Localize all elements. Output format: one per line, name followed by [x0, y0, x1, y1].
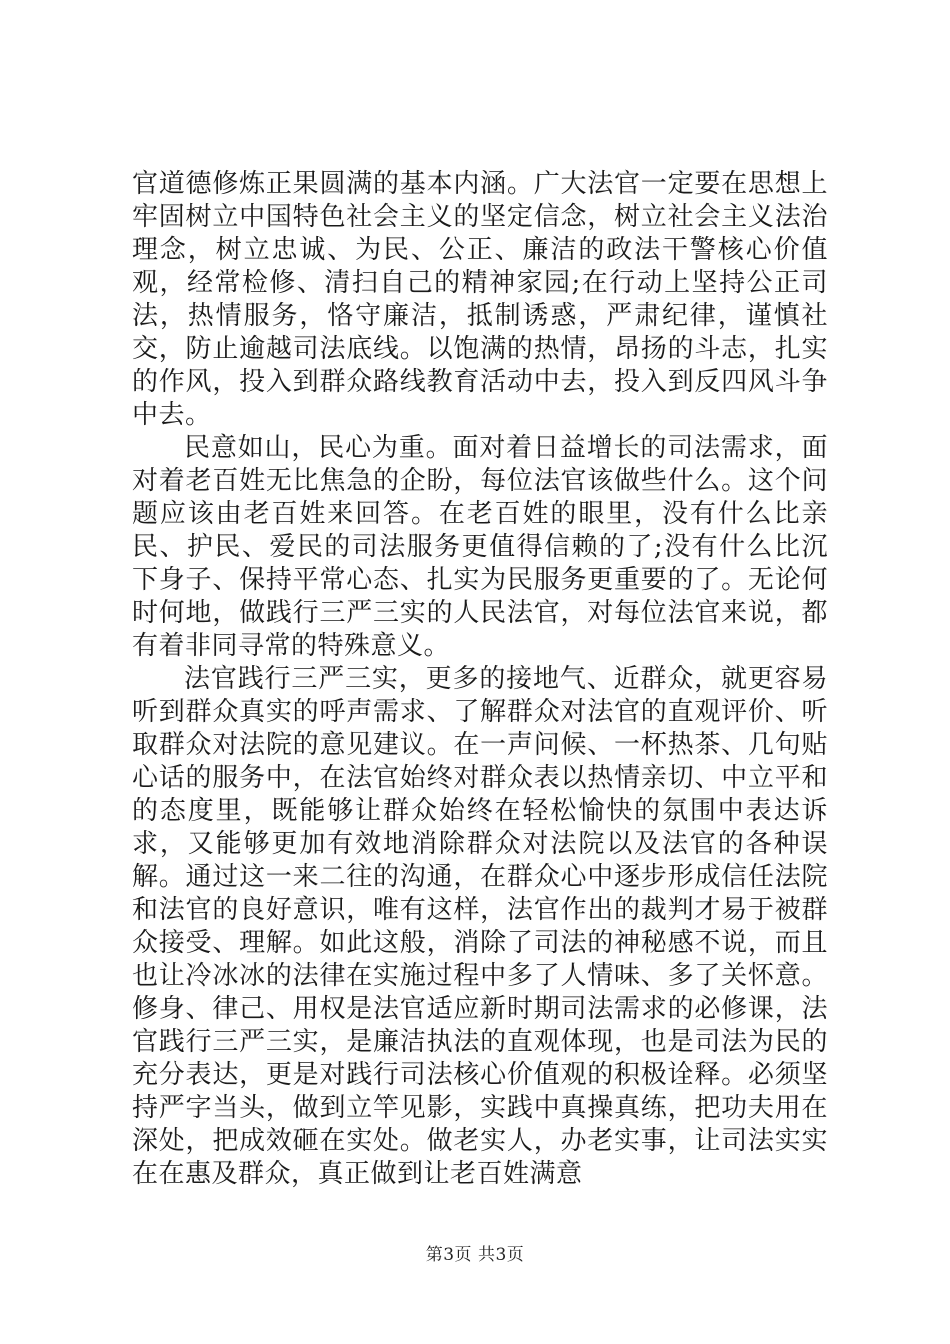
- paragraph-continuation: 官道德修炼正果圆满的基本内涵。广大法官一定要在思想上牢固树立中国特色社会主义的坚定信念，树立社会主义法治理念，树立忠诚、为民、公正、廉洁的政法干警核心价值观，经常检修、清扫自己的精神家园;在行动上坚持公正司法，热情服务，恪守廉洁，抵制诱惑，严肃纪律，谨慎社交，防止逾越司法底线。以饱满的热情，昂扬的斗志，扎实的作风，投入到群众路线教育活动中去，投入到反四风斗争中去。: [132, 169, 828, 430]
- paragraph: 法官践行三严三实，更多的接地气、近群众，就更容易听到群众真实的呼声需求、了解群众对法官的直观评价、听取群众对法院的意见建议。在一声问候、一杯热茶、几句贴心话的服务中，在法官始终对群众表以热情亲切、中立平和的态度里，既能够让群众始终在轻松愉快的氛围中表达诉求，又能够更加有效地消除群众对法院以及法官的各种误解。通过这一来二往的沟通，在群众心中逐步形成信任法院和法官的良好意识，唯有这样，法官作出的裁判才易于被群众接受、理解。如此这般，消除了司法的神秘感不说，而且也让冷冰冰的法律在实施过程中多了人情味、多了关怀意。修身、律己、用权是法官适应新时期司法需求的必修课，法官践行三严三实，是廉洁执法的直观体现，也是司法为民的充分表达，更是对践行司法核心价值观的积极诠释。必须坚持严字当头，做到立竿见影，实践中真操真练，把功夫用在深处，把成效砸在实处。做老实人，办老实事，让司法实实在在惠及群众，真正做到让老百姓满意: [132, 664, 828, 1189]
- paragraph: 民意如山，民心为重。面对着日益增长的司法需求，面对着老百姓无比焦急的企盼，每位法官该做些什么。这个问题应该由老百姓来回答。在老百姓的眼里，没有什么比亲民、护民、爱民的司法服务更值得信赖的了;没有什么比沉下身子、保持平常心态、扎实为民服务更重要的了。无论何时何地，做践行三严三实的人民法官，对每位法官来说，都有着非同寻常的特殊意义。: [132, 433, 828, 661]
- page-number-footer: 第3页 共3页: [425, 1245, 525, 1265]
- document-body: [132, 168, 828, 1191]
